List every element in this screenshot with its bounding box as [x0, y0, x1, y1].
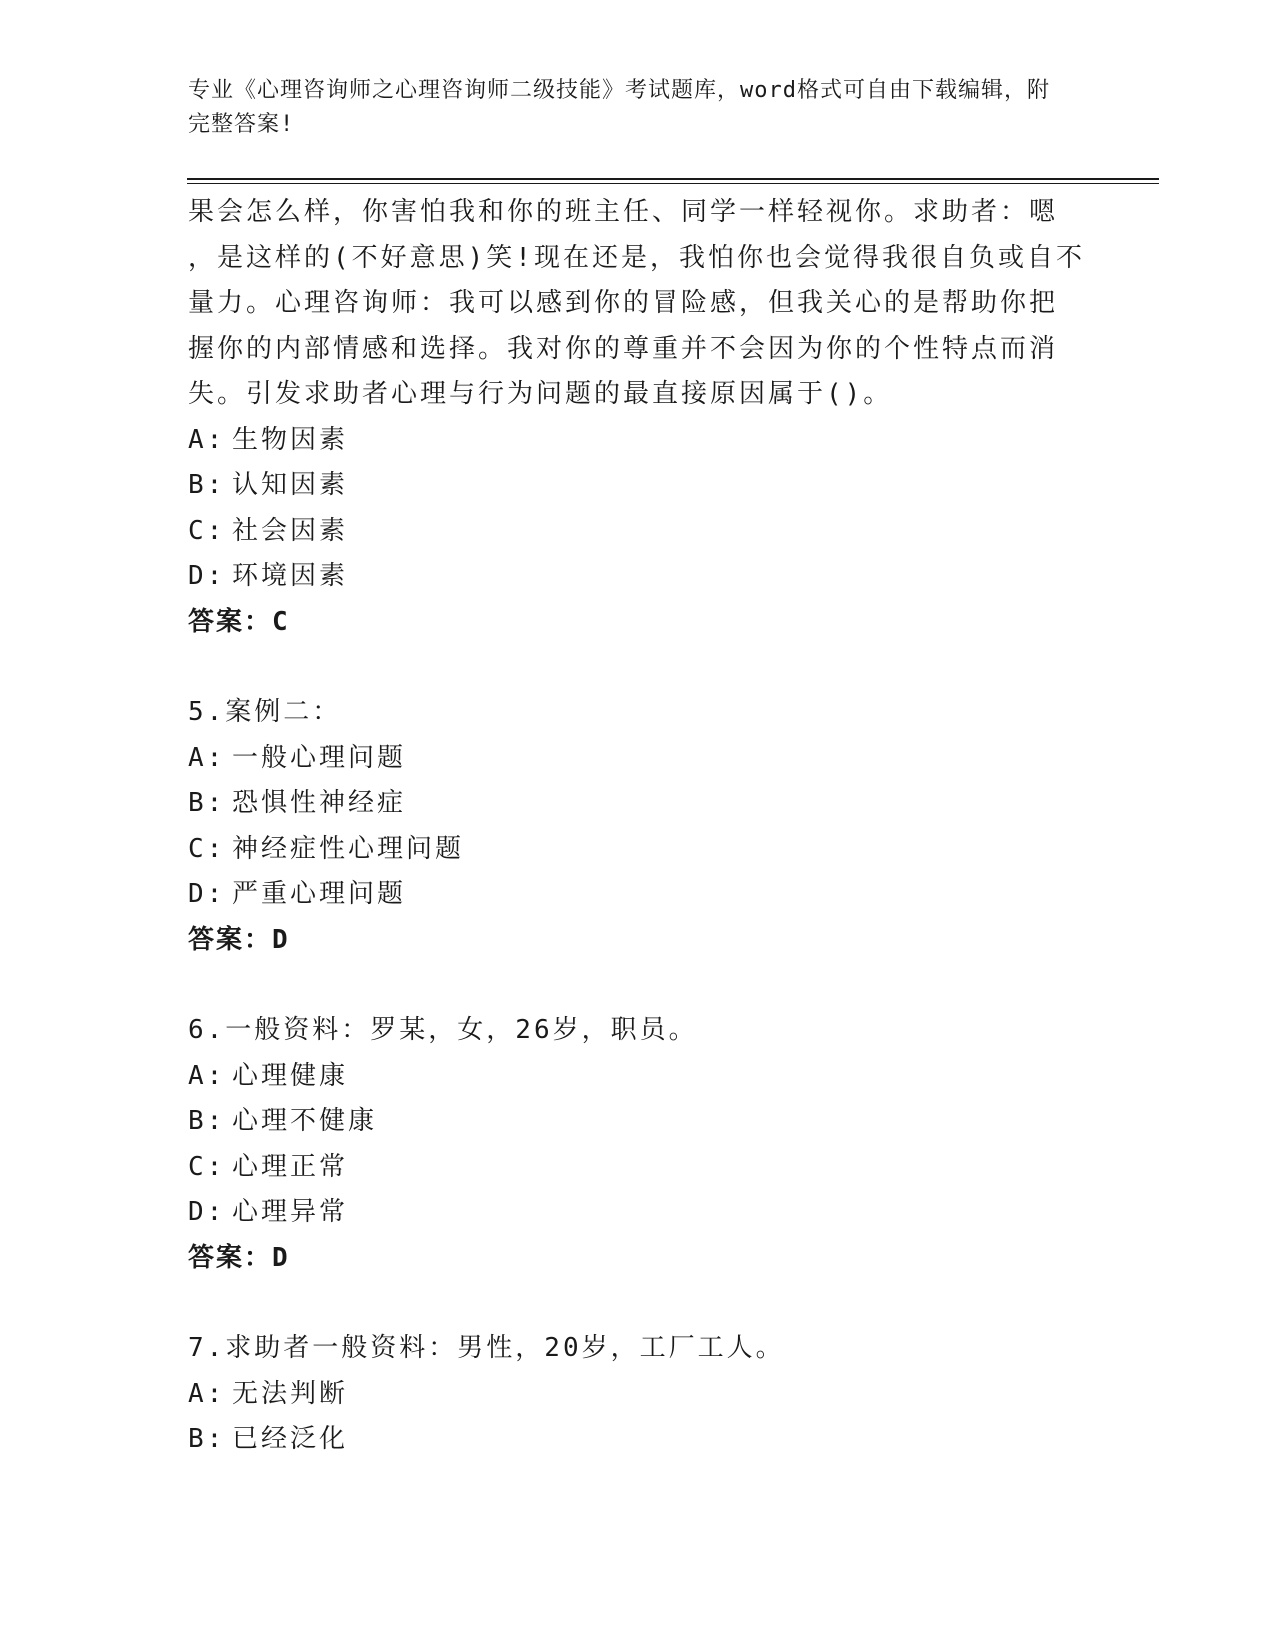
- answer-label: 答案：D: [188, 924, 290, 955]
- option-text: 环境因素: [232, 561, 349, 591]
- option-a: [188, 1372, 1088, 1418]
- answer-label: 答案：C: [188, 606, 290, 637]
- question-stem: 7.求助者一般资料：男性，20岁，工厂工人。: [188, 1333, 785, 1363]
- option-b: [188, 1417, 1088, 1463]
- option-d: [188, 554, 1088, 600]
- option-text: 心理异常: [232, 1197, 349, 1227]
- option-c: [188, 1145, 1088, 1191]
- question-stem: 6.一般资料：罗某，女，26岁，职员。: [188, 1015, 698, 1045]
- question-5: [188, 690, 1088, 963]
- option-text: 心理正常: [232, 1151, 349, 1182]
- question-6: [188, 1008, 1088, 1281]
- option-d: [188, 872, 1088, 918]
- option-text: 心理健康: [232, 1060, 349, 1091]
- option-letter: B:: [188, 788, 226, 818]
- answer-label: 答案：D: [188, 1242, 290, 1273]
- option-letter: A:: [188, 1060, 226, 1091]
- option-b: [188, 781, 1088, 827]
- option-text: 一般心理问题: [232, 742, 407, 773]
- question-4-continuation: [188, 190, 1088, 645]
- option-text: 恐惧性神经症: [232, 788, 407, 818]
- option-c: [188, 509, 1088, 555]
- option-letter: C:: [188, 515, 226, 546]
- option-text: 已经泛化: [232, 1424, 349, 1454]
- option-text: 认知因素: [232, 470, 349, 500]
- question-text-line: 失。引发求助者心理与行为问题的最直接原因属于()。: [188, 379, 893, 409]
- header-title: 专业《心理咨询师之心理咨询师二级技能》考试题库，word格式可自由下载编辑，附完整答案!: [188, 78, 1050, 137]
- option-text: 社会因素: [232, 515, 349, 546]
- option-letter: B:: [188, 1106, 226, 1136]
- option-letter: D:: [188, 1197, 226, 1227]
- option-letter: A:: [188, 742, 226, 773]
- option-letter: C:: [188, 1151, 226, 1182]
- option-a: [188, 418, 1088, 464]
- question-7: [188, 1326, 1088, 1463]
- question-text-line: 握你的内部情感和选择。我对你的尊重并不会因为你的个性特点而消: [188, 333, 1059, 364]
- option-b: [188, 463, 1088, 509]
- option-text: 心理不健康: [232, 1106, 378, 1136]
- option-letter: D:: [188, 561, 226, 591]
- question-text-line: 果会怎么样，你害怕我和你的班主任、同学一样轻视你。求助者：嗯: [188, 197, 1059, 227]
- option-letter: B:: [188, 1424, 226, 1454]
- option-a: [188, 736, 1088, 782]
- question-stem: 5.案例二：: [188, 697, 342, 727]
- document-body: [188, 190, 1088, 1463]
- option-letter: A:: [188, 424, 226, 455]
- option-text: 生物因素: [232, 424, 349, 455]
- option-text: 神经症性心理问题: [232, 833, 465, 864]
- header-divider-thick: [187, 178, 1159, 180]
- option-letter: D:: [188, 879, 226, 909]
- option-b: [188, 1099, 1088, 1145]
- option-a: [188, 1054, 1088, 1100]
- option-c: [188, 827, 1088, 873]
- option-text: 无法判断: [232, 1378, 349, 1409]
- option-letter: A:: [188, 1378, 226, 1409]
- option-text: 严重心理问题: [232, 879, 407, 909]
- option-letter: B:: [188, 470, 226, 500]
- option-letter: C:: [188, 833, 226, 864]
- question-text-line: ，是这样的(不好意思)笑!现在还是，我怕你也会觉得我很自负或自不: [188, 242, 1085, 273]
- header-divider-thin: [187, 183, 1159, 184]
- document-header: [188, 74, 1068, 142]
- option-d: [188, 1190, 1088, 1236]
- question-text-line: 量力。心理咨询师：我可以感到你的冒险感，但我关心的是帮助你把: [188, 288, 1059, 318]
